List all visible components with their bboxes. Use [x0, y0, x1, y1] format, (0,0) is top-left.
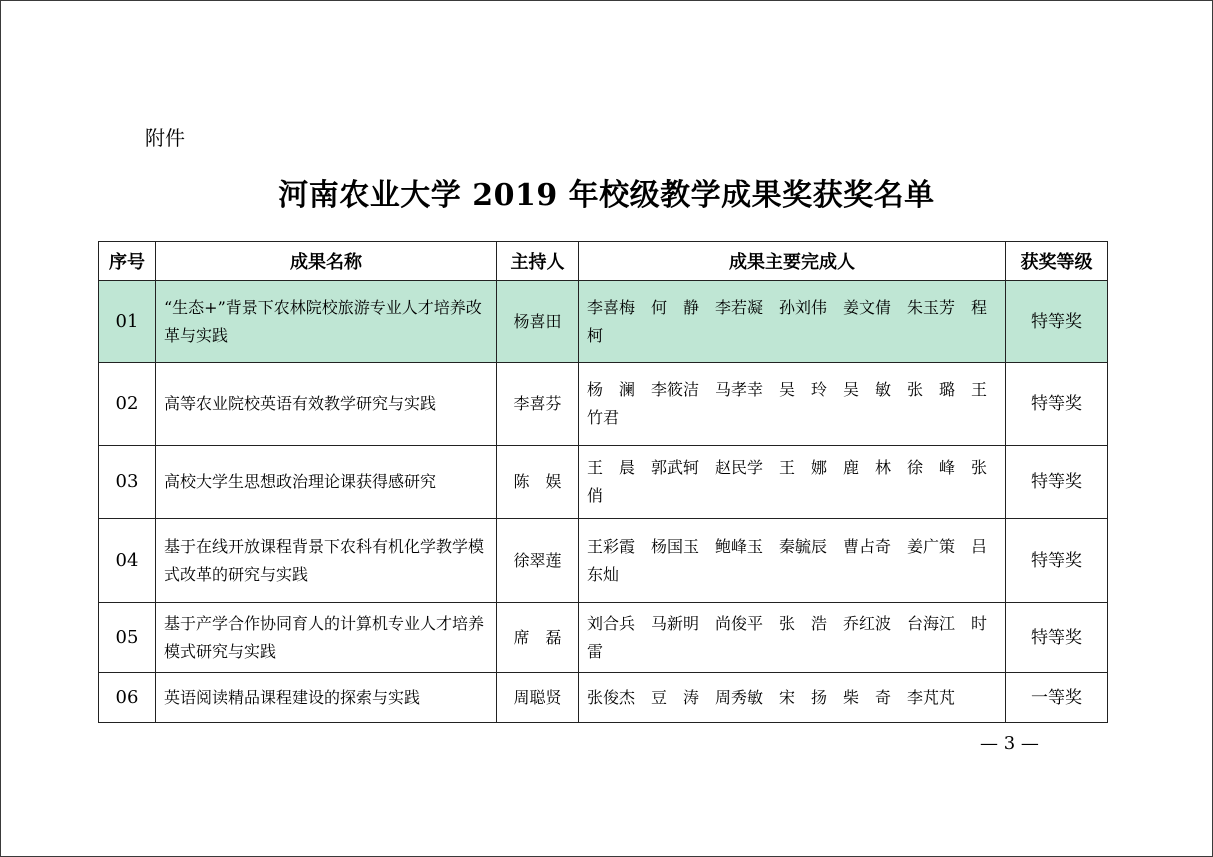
table-row[interactable]: [99, 603, 1108, 673]
cell-members: 李喜梅 何 静 李若凝 孙刘伟 姜文倩 朱玉芳 程 柯: [579, 281, 1006, 363]
cell-name: 基于产学合作协同育人的计算机专业人才培养模式研究与实践: [156, 603, 497, 673]
cell-members: 刘合兵 马新明 尚俊平 张 浩 乔红波 台海江 时 雷: [579, 603, 1006, 673]
header-name: 成果名称: [156, 242, 497, 281]
cell-no: 06: [99, 673, 156, 723]
header-members: 成果主要完成人: [579, 242, 1006, 281]
cell-members: 王 晨 郭武轲 赵民学 王 娜 鹿 林 徐 峰 张 俏: [579, 446, 1006, 519]
cell-members: 杨 澜 李筱洁 马孝幸 吴 玲 吴 敏 张 璐 王竹君: [579, 363, 1006, 446]
cell-members: 王彩霞 杨国玉 鲍峰玉 秦毓辰 曹占奇 姜广策 吕东灿: [579, 519, 1006, 603]
table-row[interactable]: [99, 519, 1108, 603]
cell-host: 席 磊: [497, 603, 579, 673]
table-row[interactable]: [99, 363, 1108, 446]
cell-name: 英语阅读精品课程建设的探索与实践: [156, 673, 497, 723]
header-host: 主持人: [497, 242, 579, 281]
table-row[interactable]: [99, 446, 1108, 519]
page-number: — 3 —: [980, 733, 1039, 754]
cell-no: 01: [99, 281, 156, 363]
cell-level: 特等奖: [1006, 603, 1108, 673]
cell-no: 02: [99, 363, 156, 446]
cell-host: 徐翠莲: [497, 519, 579, 603]
award-table: [98, 241, 1108, 723]
cell-host: 周聪贤: [497, 673, 579, 723]
cell-name: 高等农业院校英语有效教学研究与实践: [156, 363, 497, 446]
cell-level: 特等奖: [1006, 281, 1108, 363]
cell-level: 特等奖: [1006, 519, 1108, 603]
cell-members: 张俊杰 豆 涛 周秀敏 宋 扬 柴 奇 李芃芃: [579, 673, 1006, 723]
cell-name: “生态+”背景下农林院校旅游专业人才培养改革与实践: [156, 281, 497, 363]
cell-no: 05: [99, 603, 156, 673]
cell-host: 杨喜田: [497, 281, 579, 363]
header-no: 序号: [99, 242, 156, 281]
cell-no: 03: [99, 446, 156, 519]
cell-name: 高校大学生思想政治理论课获得感研究: [156, 446, 497, 519]
attachment-label: 附件: [145, 126, 185, 150]
cell-level: 特等奖: [1006, 446, 1108, 519]
cell-host: 李喜芬: [497, 363, 579, 446]
cell-name: 基于在线开放课程背景下农科有机化学教学模式改革的研究与实践: [156, 519, 497, 603]
cell-level: 一等奖: [1006, 673, 1108, 723]
document-title: 河南农业大学 2019 年校级教学成果奖获奖名单: [278, 178, 935, 213]
cell-no: 04: [99, 519, 156, 603]
table-row[interactable]: [99, 281, 1108, 363]
header-level: 获奖等级: [1006, 242, 1108, 281]
cell-host: 陈 娱: [497, 446, 579, 519]
table-header-row: [99, 242, 1108, 281]
table-row[interactable]: [99, 673, 1108, 723]
cell-level: 特等奖: [1006, 363, 1108, 446]
